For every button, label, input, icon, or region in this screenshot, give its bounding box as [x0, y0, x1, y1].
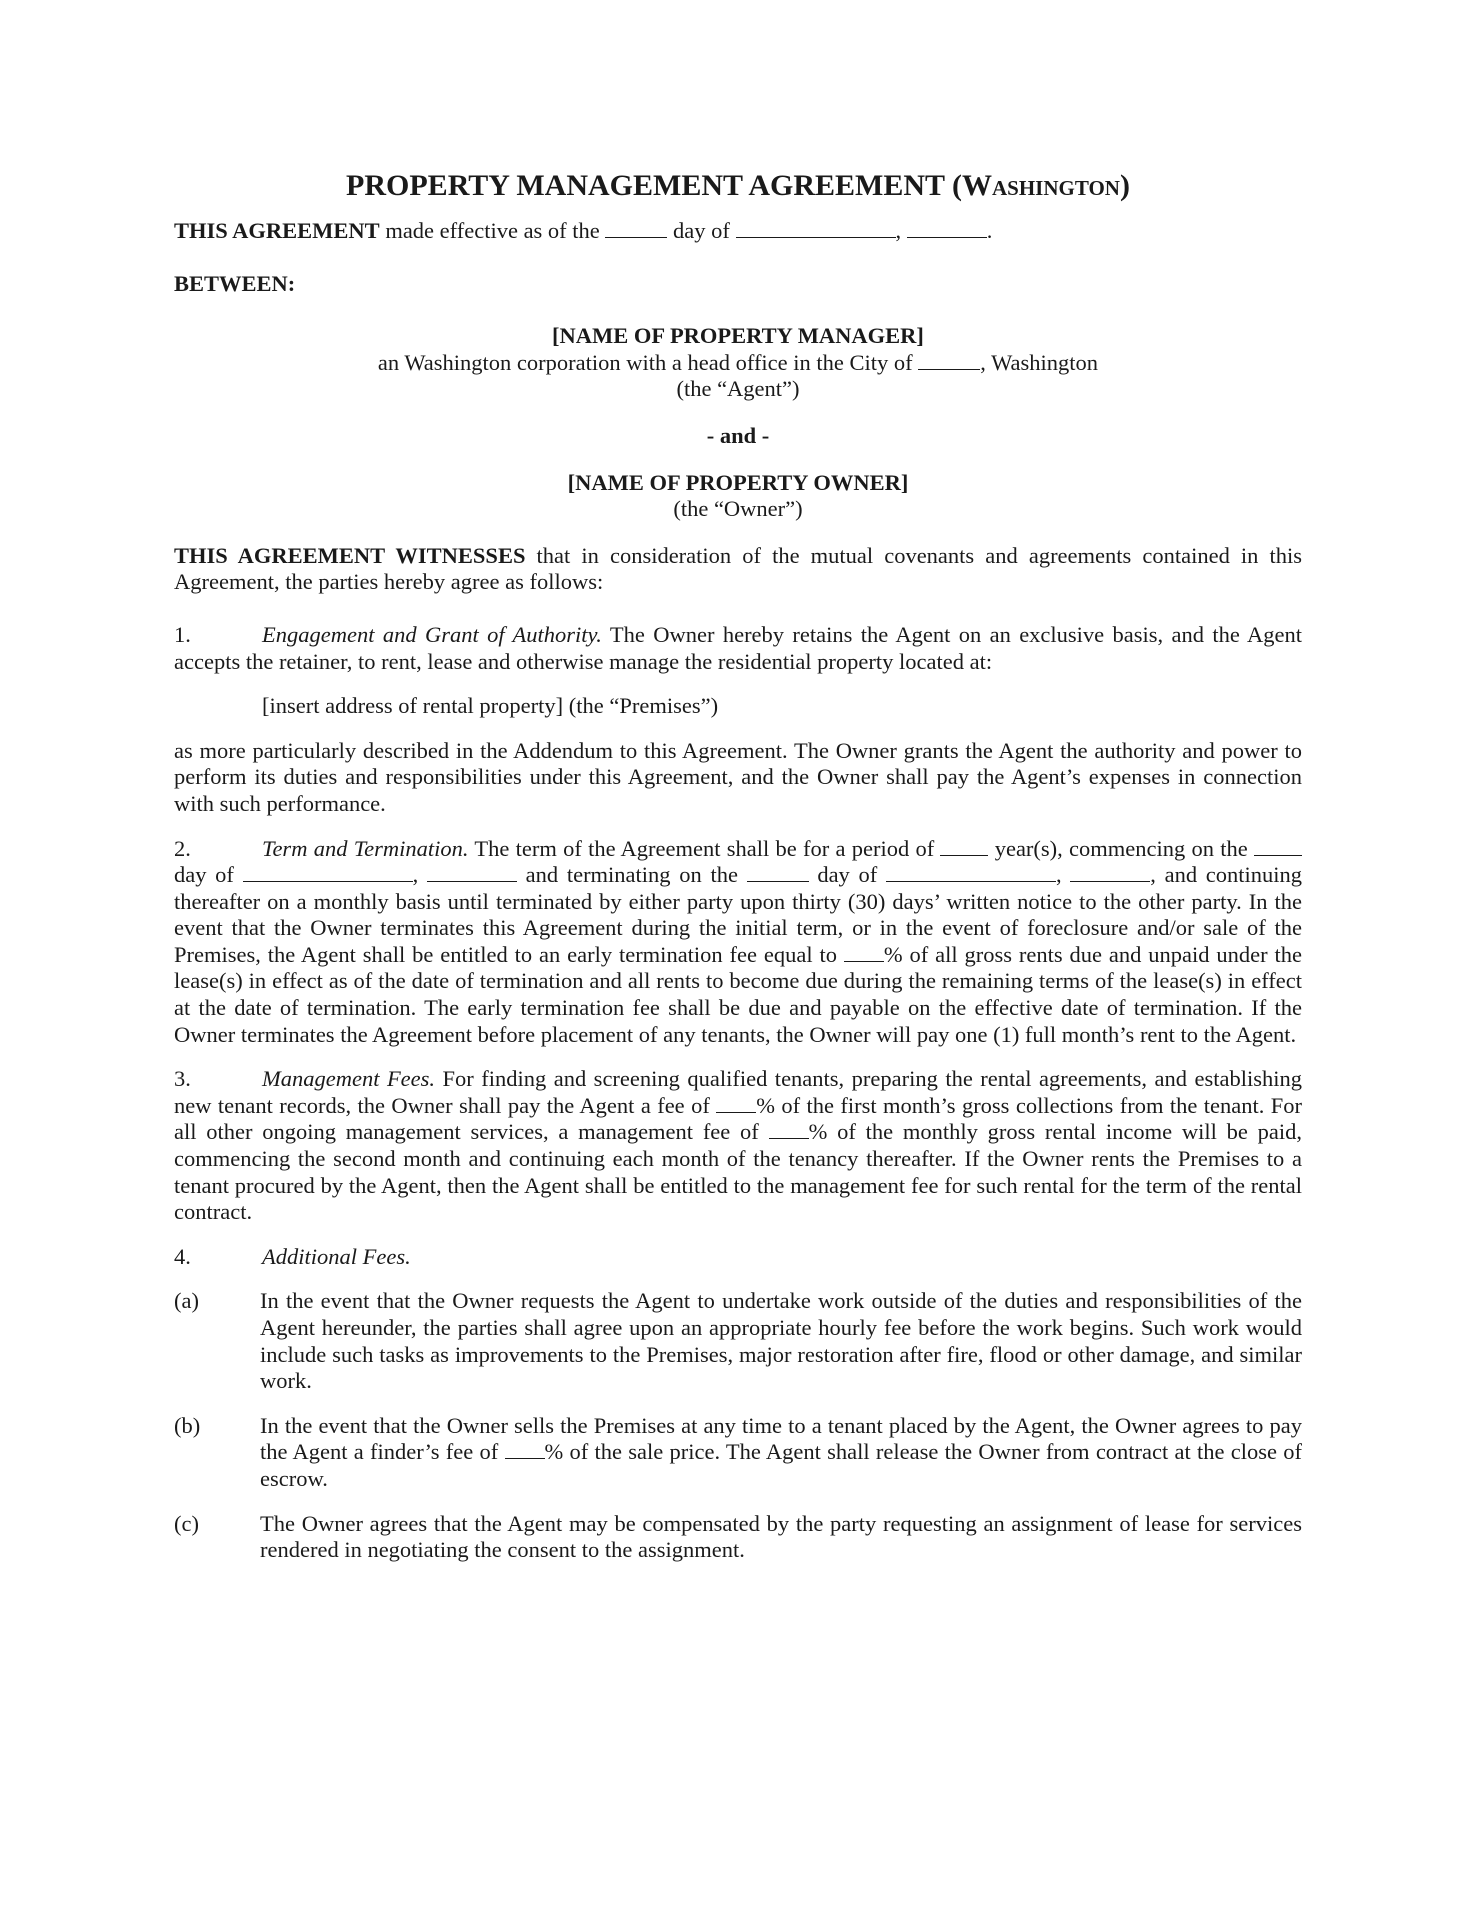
owner-name — [174, 470, 1302, 497]
section-1-heading: Engagement and Grant of Authority. — [262, 621, 602, 647]
end-day-blank[interactable] — [747, 863, 809, 882]
manager-location-b: , Washington — [980, 349, 1099, 375]
section-3 — [174, 1066, 1302, 1226]
manager-name — [174, 323, 1302, 350]
section-2-text-f: day of — [808, 862, 886, 888]
manager-role: (the “Agent”) — [676, 376, 800, 402]
section-3-text-c: % of the monthly gross rental income will be paid, commencing the second month and continuing each month of the tenancy thereafter. If the Owner rents the Premises to a tenant procured by the Agent, then the Agent shall be entitled to the management fee for such rental for the term of the rental contract. — [174, 1119, 1302, 1225]
section-1-continued: as more particularly described in the Addendum to this Agreement. The Owner grants the Agent the authority and power to perform its duties and responsibilities under this Agreement, and the Owner shall pay the Agent’s expenses in connection with such performance. — [174, 737, 1302, 816]
section-3-heading: Management Fees. — [262, 1066, 436, 1092]
section-3-text-a: For finding and screening qualified tenants, preparing the rental agreements, and establishing new tenant records, the Owner shall pay the Agent a fee of — [174, 1066, 1302, 1118]
between-label: BETWEEN: — [174, 270, 296, 296]
item-b-label: (b) — [174, 1412, 201, 1438]
day-blank[interactable] — [605, 219, 667, 238]
title-main: PROPERTY MANAGEMENT AGREEMENT ( — [346, 169, 962, 202]
item-c-label: (c) — [174, 1510, 199, 1536]
section-4-heading: Additional Fees. — [262, 1243, 411, 1269]
item-b-text-b: % of the sale price. The Agent shall release the Owner from contract at the close of escrow. — [260, 1439, 1302, 1491]
end-month-blank[interactable] — [886, 863, 1056, 882]
owner-name-text: [NAME OF PROPERTY OWNER] — [567, 469, 909, 495]
year-blank[interactable] — [907, 219, 987, 238]
section-4 — [174, 1244, 1302, 1271]
finder-fee-blank[interactable] — [505, 1440, 545, 1459]
section-4-item-a — [174, 1288, 1302, 1394]
section-1-number: 1. — [174, 621, 191, 647]
intro-lead: THIS AGREEMENT — [174, 218, 380, 243]
section-2 — [174, 836, 1302, 1049]
manager-location — [174, 350, 1302, 377]
section-1 — [174, 622, 1302, 675]
item-b-text — [260, 1413, 1302, 1493]
section-2-text-h: , and continuing thereafter on a monthly basis until terminated by either party upon thirty (30) days’ written notice to the other party. In the event that the Owner terminates this Agreement during the initial term, or in the event of foreclosure and/or sale of the Premises, the Agent shall be entitled to an early termination fee equal to — [174, 862, 1303, 967]
section-4-item-c — [174, 1511, 1302, 1564]
section-3-text-b: % of the first month’s gross collections from the tenant. For all other ongoing management services, a management fee of — [174, 1092, 1302, 1145]
tenant-fee-blank[interactable] — [716, 1094, 756, 1113]
item-c-text: The Owner agrees that the Agent may be compensated by the party requesting an assignment of lease for services rendered in negotiating the consent to the assignment. — [260, 1510, 1302, 1563]
intro-text-4: . — [986, 218, 993, 243]
start-day-blank[interactable] — [1254, 837, 1302, 856]
start-month-blank[interactable] — [243, 863, 413, 882]
section-4-number: 4. — [174, 1243, 191, 1269]
section-2-text-d: , — [412, 862, 427, 888]
term-years-blank[interactable] — [940, 837, 988, 856]
and-text: - and - — [706, 422, 770, 448]
intro-paragraph — [174, 218, 1302, 245]
section-1-text: The Owner hereby retains the Agent on an exclusive basis, and the Agent accepts the retainer, to rent, lease and otherwise manage the residential property located at: — [174, 621, 1302, 674]
witnesses-lead: THIS AGREEMENT WITNESSES — [174, 542, 526, 568]
witnesses-text: that in consideration of the mutual covenants and agreements contained in this Agreement, the parties hereby agree as follows: — [174, 542, 1302, 595]
section-2-text-g: , — [1055, 862, 1071, 888]
section-2-text-c: day of — [174, 862, 243, 888]
manager-name-text: [NAME OF PROPERTY MANAGER] — [552, 323, 924, 349]
end-year-blank[interactable] — [1070, 863, 1150, 882]
intro-text-3: , — [895, 218, 907, 243]
document-page — [174, 168, 1302, 1564]
city-blank[interactable] — [918, 351, 980, 370]
section-3-number: 3. — [174, 1066, 191, 1092]
premises-address: [insert address of rental property] (the “Premises”) — [262, 693, 719, 719]
between-heading — [174, 271, 1302, 298]
manager-location-a: an Washington corporation with a head office in the City of — [377, 349, 919, 375]
section-2-text-a: The term of the Agreement shall be for a period of — [468, 835, 941, 861]
section-2-heading: Term and Termination. — [262, 835, 469, 861]
termination-fee-blank[interactable] — [844, 943, 884, 962]
and-separator — [174, 423, 1302, 450]
item-a-text: In the event that the Owner requests the Agent to undertake work outside of the duties and responsibilities of the Agent hereunder, the parties shall agree upon an appropriate hourly fee before the work begins. Such work would include such tasks as improvements to the Premises, major restoration after fire, flood or other damage, and similar work. — [260, 1288, 1302, 1394]
owner-role: (the “Owner”) — [673, 496, 803, 522]
section-2-text-e: and terminating on the — [516, 862, 747, 888]
witnesses-paragraph — [174, 543, 1302, 596]
item-a-label: (a) — [174, 1288, 199, 1314]
document-title — [174, 168, 1302, 204]
section-2-text-i: % of all gross rents due and unpaid under the lease(s) in effect as of the date of termination and all rents to become due during the remaining terms of the lease(s) in effect at the date of termination. The early termination fee shall be due and payable on the effective date of termination. If the Owner terminates the Agreement before placement of any tenants, the Owner will pay one (1) full month’s rent to the Agent. — [174, 941, 1302, 1047]
start-year-blank[interactable] — [427, 863, 517, 882]
title-state: Washington — [961, 169, 1120, 202]
section-2-number: 2. — [174, 835, 191, 861]
intro-text-2: day of — [667, 218, 736, 243]
section-4-item-b — [174, 1413, 1302, 1493]
management-fee-blank[interactable] — [769, 1120, 809, 1139]
item-b-text-a: In the event that the Owner sells the Premises at any time to a tenant placed by the Agent, the Owner agrees to pay the Agent a finder’s fee of — [260, 1412, 1302, 1465]
month-blank[interactable] — [736, 219, 896, 238]
title-close: ) — [1119, 169, 1130, 202]
section-2-text-b: year(s), commencing on the — [988, 835, 1254, 861]
intro-text-1: made effective as of the — [379, 218, 606, 243]
